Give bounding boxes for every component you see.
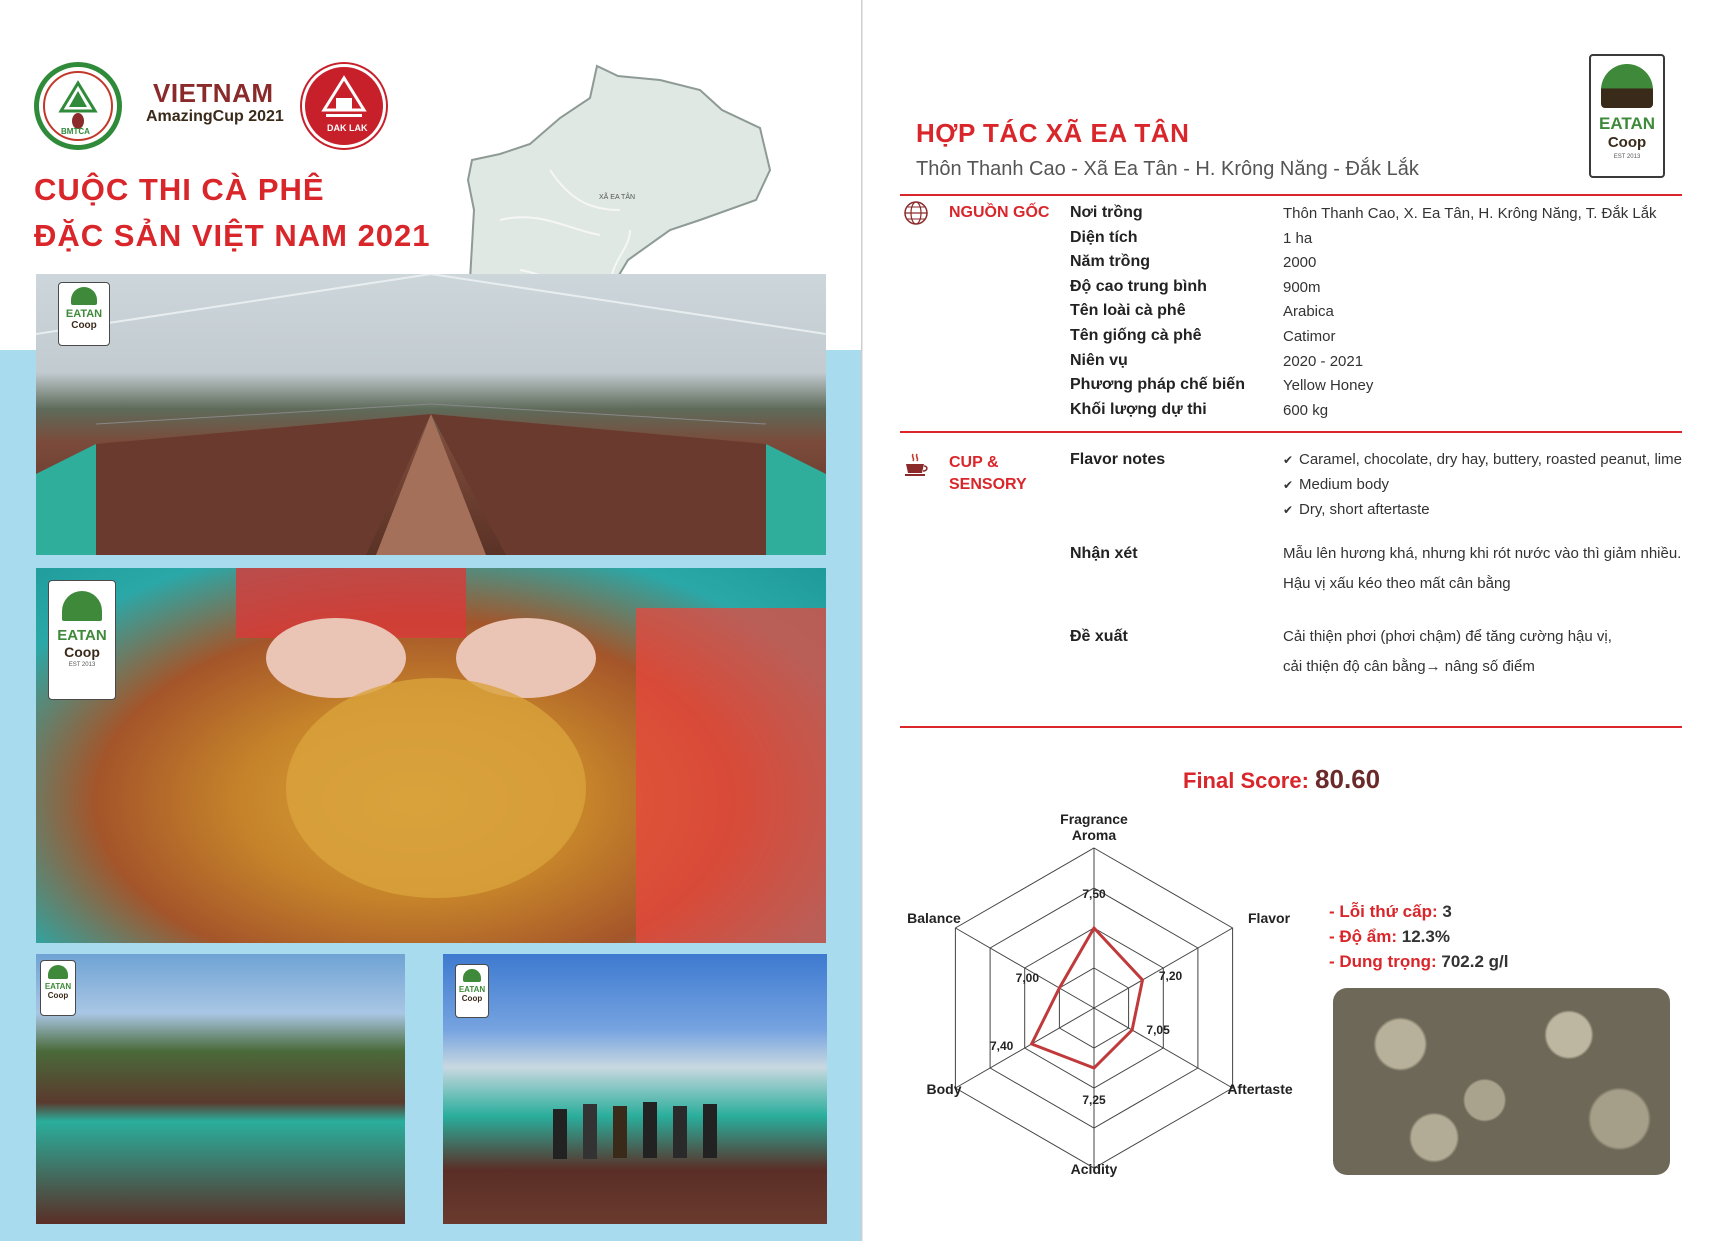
greenhouse-structure: [36, 274, 826, 555]
bmtca-logo: [34, 62, 122, 150]
quality-stat: [1329, 927, 1450, 947]
right-page: [863, 0, 1719, 1241]
comment-line2: Hậu vị xấu kéo theo mất cân bằng: [1283, 575, 1511, 592]
flavor-note-item: [1283, 501, 1430, 518]
coffee-cup-icon: [903, 452, 929, 478]
final-score: [1183, 764, 1380, 795]
origin-row-value: 1 ha: [1283, 229, 1313, 247]
origin-row-value: Yellow Honey: [1283, 377, 1374, 395]
origin-row-label: Tên giống cà phê: [1070, 327, 1202, 344]
quality-stat-value: 702.2 g/l: [1441, 952, 1509, 971]
suggest-label: Đề xuất: [1070, 628, 1128, 645]
radar-axis-label: Acidity: [1070, 1161, 1118, 1177]
origin-heading: NGUỒN GỐC: [949, 204, 1050, 221]
origin-row-value: Arabica: [1283, 303, 1334, 321]
flavor-note-item: [1283, 476, 1389, 493]
daklak-label: DAK LAK: [327, 123, 368, 133]
radar-axis-label: Flavor: [1248, 910, 1291, 926]
outdoor-drying-beds-photo: [36, 954, 405, 1224]
quality-stat-label: - Dung trọng:: [1329, 952, 1437, 971]
beans-illustration: [36, 568, 826, 943]
comment-line1: Mẫu lên hương khá, nhưng khi rót nước vào thì giảm nhiều.: [1283, 545, 1682, 562]
radar-axis-label: Aftertaste: [1227, 1081, 1293, 1097]
eatan-badge-small: EATAN Coop: [455, 964, 489, 1018]
radar-value-label: 7,05: [1146, 1023, 1170, 1037]
coop-name: HỢP TÁC XÃ EA TÂN: [916, 118, 1190, 148]
suggest-line2: cải thiện độ cân bằng→ nâng số điểm: [1283, 658, 1535, 675]
suggest-line1: Cải thiện phơi (phơi chậm) để tăng cường hậu vị,: [1283, 628, 1612, 645]
cupping-radar-chart: [863, 808, 1303, 1188]
coop-address: Thôn Thanh Cao - Xã Ea Tân - H. Krông Năng - Đắk Lắk: [916, 158, 1419, 180]
check-icon: ✔: [1283, 453, 1294, 467]
radar-value-label: 7,20: [1158, 969, 1183, 983]
eatan-leaf-icon: [62, 591, 102, 621]
hands-coffee-beans-photo: [36, 568, 826, 943]
flavor-note-item: [1283, 451, 1682, 468]
origin-row-value: Thôn Thanh Cao, X. Ea Tân, H. Krông Năng, T. Đắk Lắk: [1283, 205, 1657, 222]
origin-row-label: Năm trồng: [1070, 253, 1150, 271]
quality-stat-label: - Độ ẩm:: [1329, 927, 1397, 946]
radar-axis-label: Balance: [907, 910, 961, 926]
team-figures: [443, 954, 827, 1224]
eatan-leaf-icon: [463, 969, 481, 982]
team-photo: [443, 954, 827, 1224]
eatan-badge-large: EATAN Coop EST 2013: [48, 580, 116, 700]
origin-row-label: Tên loài cà phê: [1070, 302, 1186, 320]
check-icon: ✔: [1283, 503, 1294, 517]
radar-value-label: 7,25: [1082, 1093, 1106, 1107]
radar-value-label: 7,40: [989, 1039, 1014, 1053]
radar-axis-label: Fragrance: [1060, 811, 1128, 827]
origin-row-value: 2000: [1283, 254, 1317, 272]
eatan-leaf-icon: [1601, 64, 1653, 108]
quality-stat-value: 3: [1442, 902, 1452, 921]
eatan-badge-small: EATAN Coop: [40, 960, 76, 1016]
amazing-cup-vietnam: VIETNAM: [153, 78, 274, 108]
green-bean-photo: [1333, 988, 1670, 1175]
daklak-logo: [302, 64, 386, 148]
contest-title-line1: CUỘC THI CÀ PHÊ: [34, 172, 325, 207]
map-commune-label: XÃ EA TÂN: [599, 194, 636, 201]
comment-label: Nhận xét: [1070, 545, 1138, 562]
radar-data-series: [1032, 928, 1143, 1068]
flavor-note-text: Caramel, chocolate, dry hay, buttery, roasted peanut, lime: [1299, 451, 1682, 468]
eatan-leaf-icon: [48, 965, 68, 979]
origin-row-label: Khối lượng dự thi: [1070, 400, 1207, 418]
quality-stat-label: - Lỗi thứ cấp:: [1329, 902, 1438, 921]
origin-row-value: 600 kg: [1283, 401, 1329, 419]
eatan-coop-logo: EATAN Coop EST 2013: [1589, 54, 1665, 178]
radar-value-label: 7,00: [1015, 971, 1040, 985]
eatan-badge: EATAN Coop: [58, 282, 110, 346]
radar-axis-label: Aroma: [1071, 827, 1117, 843]
cup-heading-line1: CUP &: [949, 454, 999, 471]
final-score-value: 80.60: [1315, 764, 1381, 794]
flavor-note-text: Dry, short aftertaste: [1299, 501, 1430, 518]
origin-row-label: Nơi trồng: [1070, 204, 1143, 221]
globe-icon: [903, 200, 929, 226]
origin-row-label: Độ cao trung bình: [1070, 277, 1207, 295]
origin-row-value: 2020 - 2021: [1283, 352, 1364, 370]
greenhouse-drying-photo: [36, 274, 826, 555]
daklak-house-icon: [302, 64, 386, 148]
divider-top: [900, 194, 1682, 196]
quality-stat: [1329, 952, 1508, 972]
check-icon: ✔: [1283, 478, 1294, 492]
radar-value-label: 7,50: [1082, 887, 1106, 901]
origin-row-value: Catimor: [1283, 328, 1336, 345]
origin-row-label: Diện tích: [1070, 228, 1138, 246]
eatan-leaf-icon: [71, 287, 97, 305]
flavor-notes-label: Flavor notes: [1070, 451, 1166, 468]
origin-row-value: 900m: [1283, 278, 1321, 296]
final-score-label: Final Score:: [1183, 768, 1309, 793]
radar-axis-label: Body: [926, 1081, 962, 1097]
bmtca-abbr: BMTCA: [61, 127, 90, 136]
cup-heading-line2: SENSORY: [949, 476, 1027, 493]
divider-bottom: [900, 726, 1682, 728]
quality-stat-value: 12.3%: [1401, 927, 1450, 946]
contest-title-line2: ĐẶC SẢN VIỆT NAM 2021: [34, 218, 431, 253]
divider-mid: [900, 431, 1682, 433]
quality-stat: [1329, 902, 1452, 922]
origin-row-label: Niên vụ: [1070, 351, 1128, 369]
origin-row-label: Phương pháp chế biến: [1070, 376, 1245, 394]
amazing-cup-title: AmazingCup 2021: [146, 108, 284, 125]
flavor-note-text: Medium body: [1299, 476, 1390, 493]
